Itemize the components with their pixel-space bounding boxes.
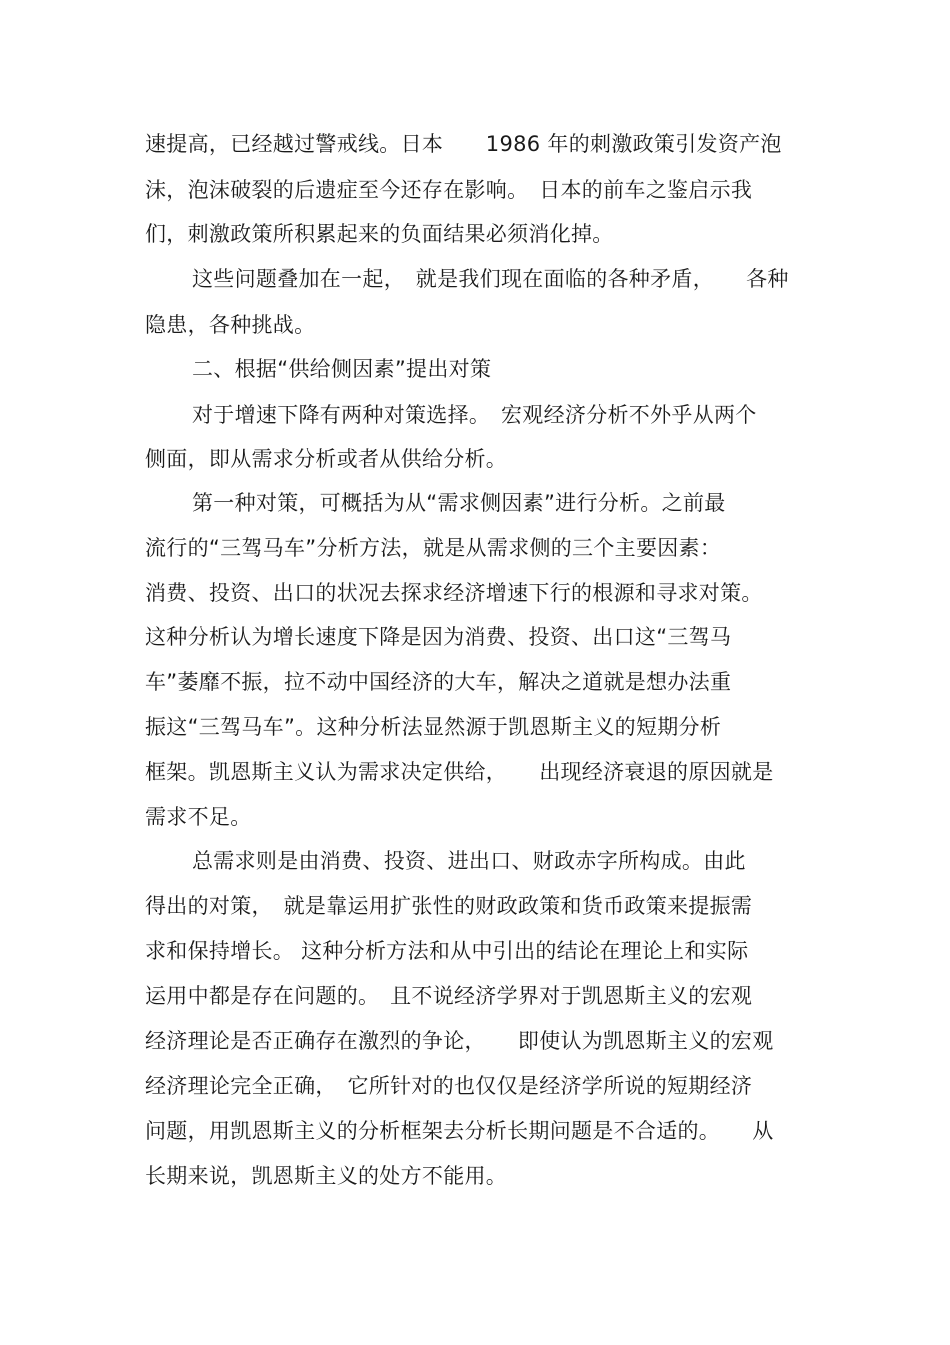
paragraph-first-line: 第一种对策，可概括为从“需求侧因素”进行分析。之前最 bbox=[192, 491, 726, 515]
text-line: 框架。凯恩斯主义认为需求决定供给， 出现经济衰退的原因就是 bbox=[145, 760, 774, 784]
text-line: 速提高，已经越过警戒线。日本 1986 年的刺激政策引发资产泡 bbox=[145, 132, 782, 156]
text-line: 需求不足。 bbox=[145, 805, 252, 829]
text-line: 长期来说，凯恩斯主义的处方不能用。 bbox=[145, 1164, 508, 1188]
text-line: 得出的对策， 就是靠运用扩张性的财政政策和货币政策来提振需 bbox=[145, 894, 753, 918]
text-line: 运用中都是存在问题的。 且不说经济学界对于凯恩斯主义的宏观 bbox=[145, 984, 753, 1008]
text-line: 流行的“三驾马车”分析方法，就是从需求侧的三个主要因素： bbox=[145, 536, 722, 560]
text-line: 经济理论完全正确， 它所针对的也仅仅是经济学所说的短期经济 bbox=[145, 1074, 753, 1098]
text-line: 侧面，即从需求分析或者从供给分析。 bbox=[145, 447, 508, 471]
text-line: 们，刺激政策所积累起来的负面结果必须消化掉。 bbox=[145, 222, 614, 246]
paragraph-first-line: 这些问题叠加在一起， 就是我们现在面临的各种矛盾， 各种 bbox=[192, 267, 789, 291]
text-line: 车”萎靡不振，拉不动中国经济的大车，解决之道就是想办法重 bbox=[145, 670, 732, 694]
text-line: 沫，泡沫破裂的后遗症至今还存在影响。 日本的前车之鉴启示我 bbox=[145, 178, 753, 202]
section-heading: 二、根据“供给侧因素”提出对策 bbox=[192, 357, 492, 381]
text-line: 这种分析认为增长速度下降是因为消费、投资、出口这“三驾马 bbox=[145, 625, 732, 649]
text-line: 经济理论是否正确存在激烈的争论， 即使认为凯恩斯主义的宏观 bbox=[145, 1029, 774, 1053]
paragraph-first-line: 总需求则是由消费、投资、进出口、财政赤字所构成。由此 bbox=[192, 849, 746, 873]
text-line: 求和保持增长。 这种分析方法和从中引出的结论在理论上和实际 bbox=[145, 939, 749, 963]
text-line: 振这“三驾马车”。这种分析法显然源于凯恩斯主义的短期分析 bbox=[145, 715, 722, 739]
text-line: 隐患，各种挑战。 bbox=[145, 313, 316, 337]
text-line: 消费、投资、出口的状况去探求经济增速下行的根源和寻求对策。 bbox=[145, 581, 763, 605]
text-line: 问题，用凯恩斯主义的分析框架去分析长期问题是不合适的。 从 bbox=[145, 1119, 774, 1143]
paragraph-first-line: 对于增速下降有两种对策选择。 宏观经济分析不外乎从两个 bbox=[192, 403, 757, 427]
